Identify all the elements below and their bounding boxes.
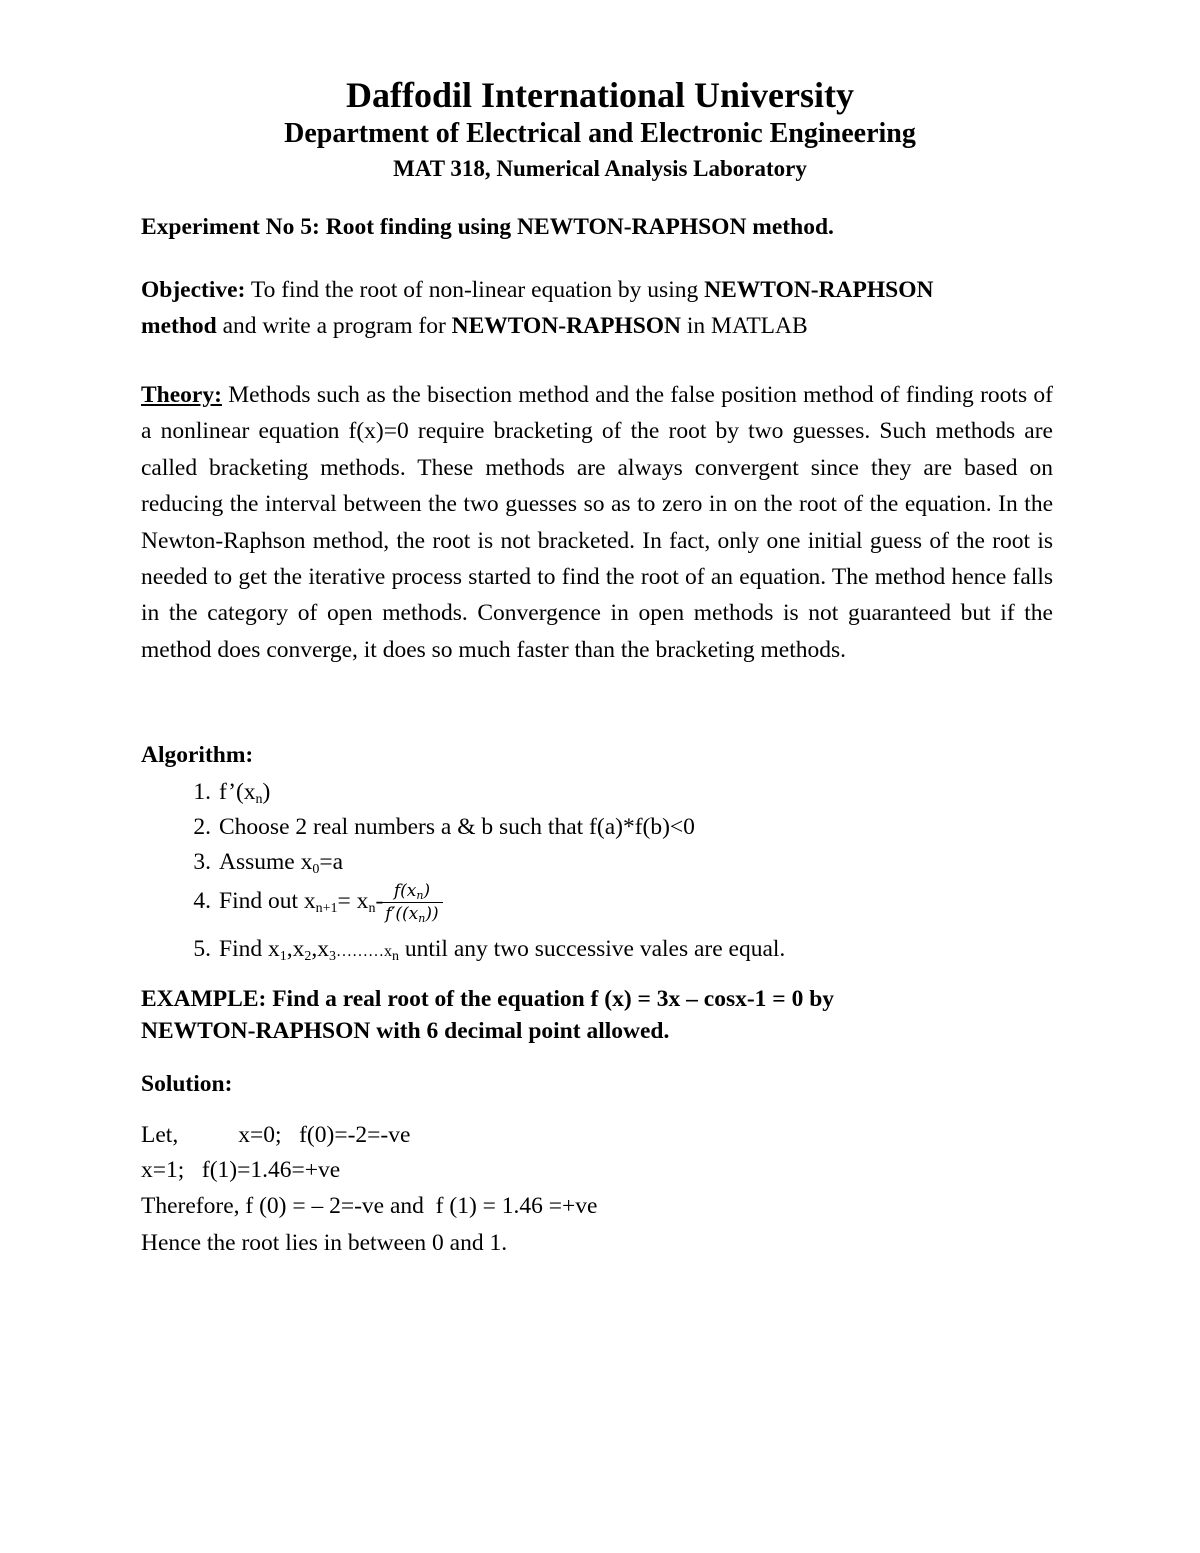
subscript: n bbox=[391, 949, 399, 964]
step-text: Assume x bbox=[219, 849, 313, 875]
step-text: Find x bbox=[219, 936, 280, 962]
subscript: 1 bbox=[279, 949, 287, 964]
objective-text-3: in MATLAB bbox=[681, 313, 808, 339]
solution-heading: Solution: bbox=[141, 1071, 233, 1097]
subscript: n bbox=[416, 889, 424, 902]
step-number: 5. bbox=[193, 936, 211, 962]
numerator-text: f(x bbox=[393, 881, 417, 901]
step-number: 4. bbox=[193, 887, 211, 914]
theory-paragraph bbox=[141, 377, 1053, 668]
objective-line-2 bbox=[141, 313, 808, 340]
step-number: 1. bbox=[193, 779, 211, 805]
minus-sign: - bbox=[375, 887, 384, 914]
step-text-end: =a bbox=[319, 849, 344, 875]
numerator-end: ) bbox=[423, 881, 431, 901]
solution-line-3: Therefore, f (0) = – 2=-ve and f (1) = 1.46 =+ve bbox=[141, 1193, 598, 1219]
step-text: Choose 2 real numbers a & b such that f(a)*f(b)<0 bbox=[219, 814, 695, 840]
denominator-end: )) bbox=[425, 904, 439, 924]
step-text: Find out x bbox=[219, 887, 316, 914]
solution-line-4: Hence the root lies in between 0 and 1. bbox=[141, 1230, 508, 1256]
subscript: 3 bbox=[328, 949, 336, 964]
algorithm-step-4 bbox=[141, 880, 443, 925]
objective-text: To find the root of non-linear equation by using bbox=[245, 277, 705, 303]
step-text-mid: = x bbox=[337, 887, 369, 914]
fraction-numerator bbox=[381, 880, 442, 903]
denominator-text: f′((x bbox=[385, 904, 419, 924]
objective-line-1 bbox=[141, 277, 933, 304]
algorithm-step-5 bbox=[141, 936, 785, 963]
subscript: n bbox=[418, 912, 426, 925]
department-title: Department of Electrical and Electronic Engineering bbox=[284, 118, 916, 149]
experiment-heading bbox=[141, 214, 834, 241]
step-text-part: ,x bbox=[286, 936, 305, 962]
step-text-part: ,x bbox=[311, 936, 329, 962]
objective-text-2: and write a program for bbox=[216, 313, 452, 339]
step-text: f’(x bbox=[219, 779, 256, 805]
experiment-label: Experiment No 5: bbox=[141, 214, 320, 240]
algorithm-heading: Algorithm: bbox=[141, 742, 254, 768]
fraction-denominator bbox=[381, 903, 442, 925]
step-number: 3. bbox=[193, 849, 211, 875]
step-text-end: until any two successive vales are equal. bbox=[398, 936, 786, 962]
subscript: 2 bbox=[304, 949, 312, 964]
let-text: Let, bbox=[141, 1122, 179, 1148]
subscript: 0 bbox=[312, 862, 320, 877]
example-line-1: EXAMPLE: Find a real root of the equation f (x) = 3x – cosx-1 = 0 by bbox=[141, 986, 835, 1012]
subscript: n+1 bbox=[315, 900, 338, 916]
solution-line-1 bbox=[141, 1122, 410, 1149]
objective-method-name-2: NEWTON-RAPHSON bbox=[451, 313, 682, 339]
step-text-part: ………x bbox=[335, 943, 392, 960]
solution-line-2: x=1; f(1)=1.46=+ve bbox=[141, 1157, 341, 1183]
step-text-end: ) bbox=[262, 779, 271, 805]
subscript: n bbox=[368, 900, 376, 916]
experiment-title: Root finding using NEWTON-RAPHSON method. bbox=[319, 214, 834, 240]
solution-eq-1: x=0; f(0)=-2=-ve bbox=[238, 1122, 411, 1148]
algorithm-step-2 bbox=[141, 814, 695, 841]
fraction bbox=[381, 880, 442, 925]
algorithm-step-1 bbox=[141, 779, 270, 806]
objective-method-word: method bbox=[141, 313, 217, 339]
subscript: n bbox=[255, 792, 263, 807]
step-number: 2. bbox=[193, 814, 211, 840]
theory-text: Methods such as the bisection method and the false position method of finding roots of a nonlinear equation f(x)=0 require bracketing of the root by two guesses. Such methods are called bracketing methods. These methods are always convergent since they are based on reducing the interval between the two guesses so as to zero in on the root of the equation. In the Newton-Raphson method, the root is not bracketed. In fact, only one initial guess of the root is needed to get the iterative process started to find the root of an equation. The method hence falls in the category of open methods. Convergence in open methods is not guaranteed but if the method does converge, it does so much faster than the bracketing methods. bbox=[141, 382, 1053, 663]
course-title: MAT 318, Numerical Analysis Laboratory bbox=[393, 156, 807, 181]
university-title: Daffodil International University bbox=[346, 75, 854, 115]
algorithm-step-3 bbox=[141, 849, 343, 876]
theory-label: Theory: bbox=[141, 382, 222, 408]
example-line-2: NEWTON-RAPHSON with 6 decimal point allowed. bbox=[141, 1018, 670, 1044]
objective-label: Objective: bbox=[141, 277, 246, 303]
objective-method-name: NEWTON-RAPHSON bbox=[704, 277, 934, 303]
